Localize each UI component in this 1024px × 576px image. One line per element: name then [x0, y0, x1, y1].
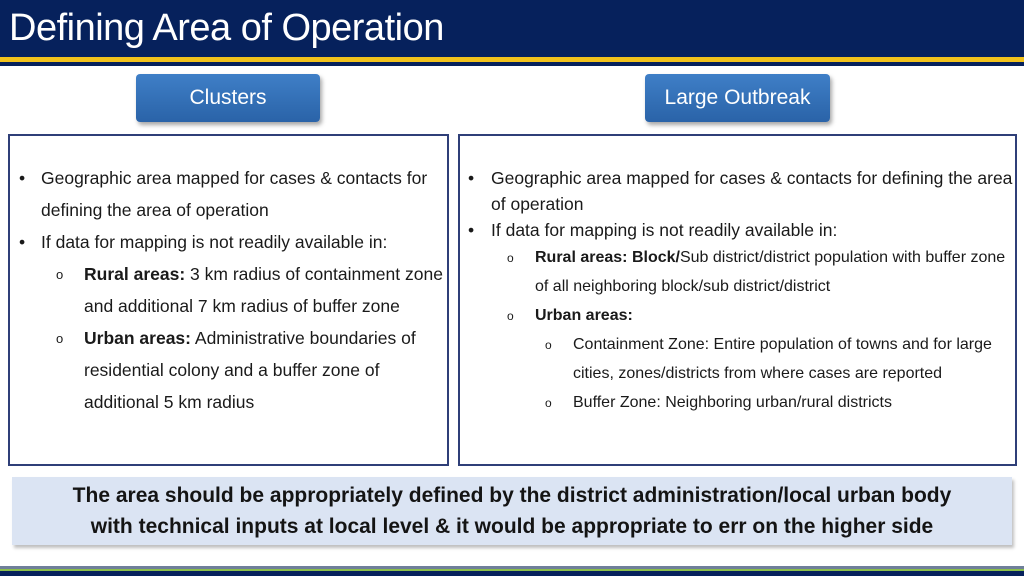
page-title: Defining Area of Operation	[9, 7, 444, 49]
list-item: o Rural areas: Block/Sub district/district population with buffer zone of all neighboring block/sub district/district	[460, 243, 1015, 301]
bottom-navy-stripe	[0, 571, 1024, 576]
large-outbreak-list	[460, 165, 1015, 417]
large-outbreak-header-button[interactable]: Large Outbreak	[645, 74, 830, 122]
list-item: • Geographic area mapped for cases & contacts for defining the area of operation	[460, 165, 1015, 217]
list-item: • If data for mapping is not readily available in:	[10, 226, 447, 258]
list-item: o Rural areas: 3 km radius of containment zone and additional 7 km radius of buffer zone	[10, 258, 447, 322]
list-item: • If data for mapping is not readily available in:	[460, 217, 1015, 243]
list-item: o Urban areas:	[460, 301, 1015, 330]
list-item: o Buffer Zone: Neighboring urban/rural districts	[460, 388, 1015, 417]
summary-text: The area should be appropriately defined by the district administration/local urban body with technical inputs at local level & it would be appropriate to err on the higher side	[72, 484, 952, 538]
title-bar	[0, 0, 1024, 57]
list-item: o Urban areas: Administrative boundaries of residential colony and a buffer zone of additional 5 km radius	[10, 322, 447, 418]
clusters-panel	[8, 134, 449, 466]
summary-callout	[12, 477, 1012, 545]
list-item: o Containment Zone: Entire population of towns and for large cities, zones/districts from where cases are reported	[460, 330, 1015, 388]
clusters-list	[10, 162, 447, 418]
clusters-header-button[interactable]: Clusters	[136, 74, 320, 122]
list-item: • Geographic area mapped for cases & contacts for defining the area of operation	[10, 162, 447, 226]
large-outbreak-panel	[458, 134, 1017, 466]
title-navy-stripe	[0, 62, 1024, 66]
